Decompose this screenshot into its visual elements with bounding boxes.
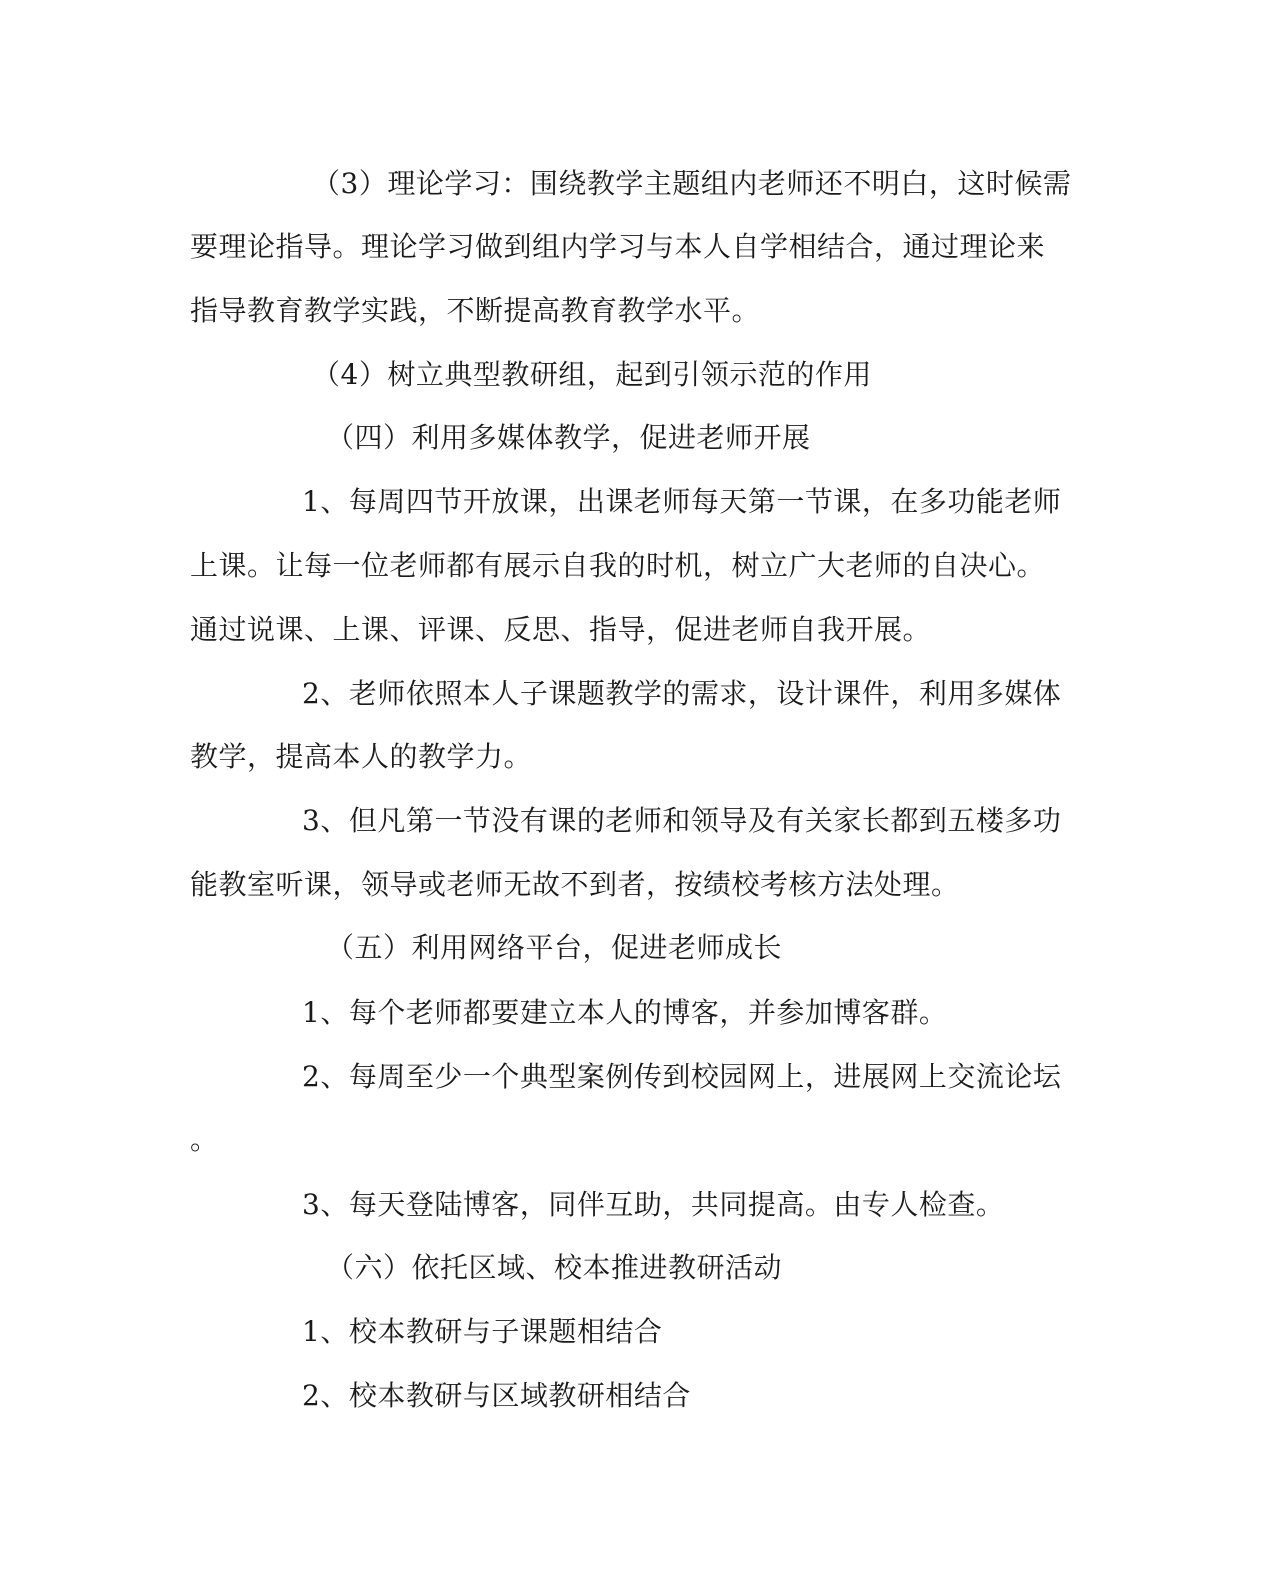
section-heading: （六）依托区域、校本推进教研活动 <box>326 1251 783 1284</box>
paragraph-line: （3）理论学习：围绕教学主题组内老师还不明白，这时候需 <box>312 167 1072 200</box>
paragraph-line: 要理论指导。理论学习做到组内学习与本人自学相结合，通过理论来 <box>190 230 1046 263</box>
paragraph-line: 指导教育教学实践，不断提高教育教学水平。 <box>190 294 761 327</box>
list-item-line: 1、每个老师都要建立本人的博客，并参加博客群。 <box>302 996 948 1029</box>
list-item-line: 3、每天登陆博客，同伴互助，共同提高。由专人检查。 <box>302 1188 1005 1221</box>
paragraph-line: 通过说课、上课、评课、反思、指导，促进老师自我开展。 <box>190 613 932 646</box>
section-heading: （五）利用网络平台，促进老师成长 <box>326 931 783 964</box>
paragraph-line: 教学，提高本人的教学力。 <box>190 740 533 773</box>
subheading-line: （4）树立典型教研组，起到引领示范的作用 <box>312 358 872 391</box>
list-item-line: 1、每周四节开放课，出课老师每天第一节课，在多功能老师 <box>302 485 1062 518</box>
list-item-line: 2、每周至少一个典型案例传到校园网上，进展网上交流论坛 <box>302 1060 1062 1093</box>
section-heading: （四）利用多媒体教学，促进老师开展 <box>326 421 811 454</box>
paragraph-line: 。 <box>190 1123 219 1156</box>
list-item-line: 2、老师依照本人子课题教学的需求，设计课件，利用多媒体 <box>302 677 1062 710</box>
list-item-line: 1、校本教研与子课题相结合 <box>302 1315 663 1348</box>
list-item-line: 3、但凡第一节没有课的老师和领导及有关家长都到五楼多功 <box>302 804 1062 837</box>
paragraph-line: 上课。让每一位老师都有展示自我的时机，树立广大老师的自决心。 <box>190 549 1046 582</box>
paragraph-line: 能教室听课，领导或老师无故不到者，按绩校考核方法处理。 <box>190 868 960 901</box>
list-item-line: 2、校本教研与区域教研相结合 <box>302 1379 691 1412</box>
